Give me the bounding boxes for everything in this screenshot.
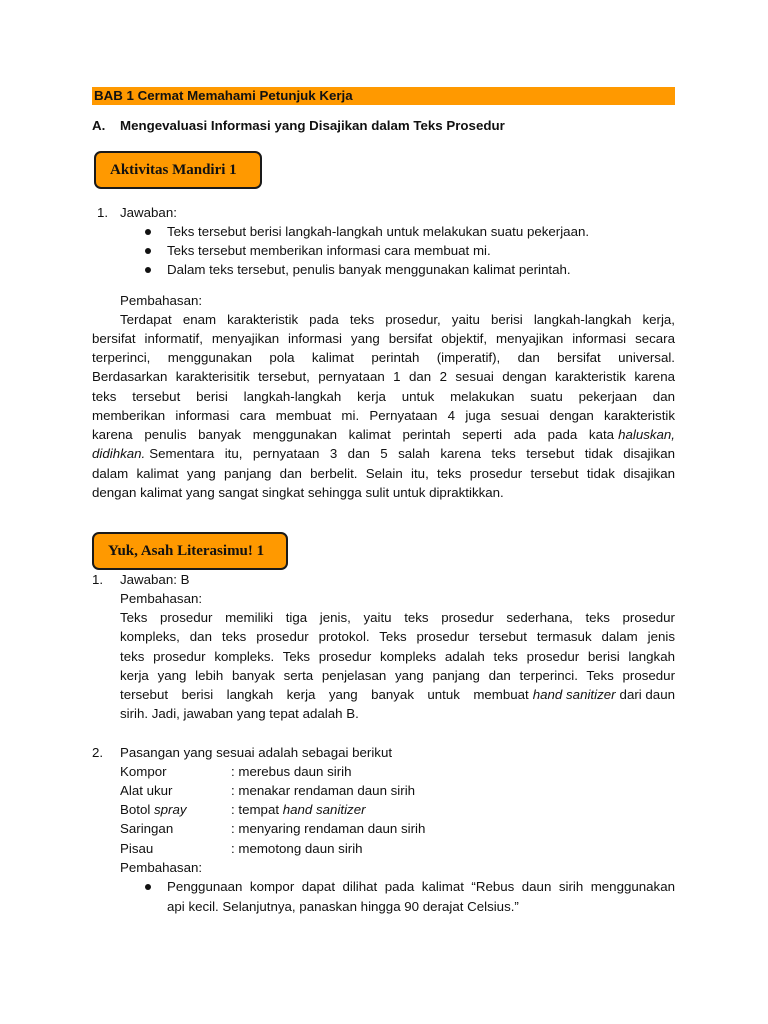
- paragraph-line: sirih. Jadi, jawaban yang tepat adalah B.: [120, 706, 359, 721]
- activity-box-asah-literasi: Yuk, Asah Literasimu! 1: [92, 532, 288, 570]
- paragraph-line: [120, 685, 675, 704]
- paragraph-line: teks tersebut berisi langkah-langkah kerja untuk melakukan suatu pekerjaan dan: [92, 389, 675, 404]
- activity-box-aktivitas-mandiri: Aktivitas Mandiri 1: [94, 151, 262, 189]
- paragraph-line: dalam kalimat yang panjang dan berbelit. Selain itu, teks prosedur tersebut tidak disajikan: [92, 466, 675, 481]
- paragraph-line: [92, 425, 675, 444]
- pair-term: Saringan: [120, 821, 174, 836]
- bullet-item: Teks tersebut berisi langkah-langkah untuk melakukan suatu pekerjaan.: [167, 224, 590, 239]
- pair-desc: : menyaring rendaman daun sirih: [231, 821, 426, 836]
- section-letter: A.: [92, 118, 106, 133]
- pair-desc: : merebus daun sirih: [231, 764, 352, 779]
- pair-term: Alat ukur: [120, 783, 173, 798]
- question-number: 2.: [92, 745, 104, 760]
- bullet-item: Teks tersebut memberikan informasi cara membuat mi.: [167, 243, 491, 258]
- pair-desc: [231, 800, 366, 819]
- paragraph-line: teks prosedur kompleks. Teks prosedur kompleks adalah teks prosedur berisi langkah: [120, 649, 675, 664]
- paragraph-fragment: karena penulis banyak menggunakan kalimat perintah seperti ada pada kata: [92, 427, 615, 442]
- bullet-dot: [145, 248, 151, 254]
- italic-term: haluskan,: [618, 427, 675, 442]
- pair-desc-text: : tempat: [231, 802, 283, 817]
- answer-label: Jawaban: B: [120, 572, 190, 587]
- paragraph-line: memberikan informasi cara membuat mi. Pernyataan 4 juga sesuai dengan karakteristik: [92, 408, 675, 423]
- paragraph-line: kompleks, dan teks prosedur protokol. Teks prosedur tersebut termasuk dalam jenis: [120, 629, 675, 644]
- pair-term-text: Botol: [120, 802, 155, 817]
- pembahasan-label: Pembahasan:: [120, 860, 203, 875]
- paragraph-fragment: dari daun: [619, 687, 675, 702]
- pair-term: [120, 800, 187, 819]
- paragraph-line: terperinci, menggunakan pola kalimat perintah (imperatif), dan bersifat universal.: [92, 350, 675, 365]
- pair-term: Pisau: [120, 841, 154, 856]
- italic-term: hand sanitizer: [282, 802, 366, 817]
- pembahasan-label: Pembahasan:: [120, 591, 203, 606]
- question-intro: Pasangan yang sesuai adalah sebagai berikut: [120, 745, 393, 760]
- chapter-title: BAB 1 Cermat Memahami Petunjuk Kerja: [92, 87, 675, 105]
- pair-desc: : memotong daun sirih: [231, 841, 363, 856]
- italic-term: didihkan.: [92, 446, 146, 461]
- question-number: 1.: [92, 572, 104, 587]
- answer-label: Jawaban:: [120, 205, 177, 220]
- paragraph-line: Teks prosedur memiliki tiga jenis, yaitu teks prosedur sederhana, teks prosedur: [120, 610, 675, 625]
- bullet-dot: [145, 229, 151, 235]
- question-number: 1.: [97, 205, 109, 220]
- paragraph-line: kerja yang lebih banyak serta penjelasan yang panjang dan terperinci. Teks prosedur: [120, 668, 675, 683]
- italic-term: spray: [154, 802, 187, 817]
- bullet-dot: [145, 267, 151, 273]
- paragraph-line: dengan kalimat yang sangat singkat sehingga sulit untuk dipraktikkan.: [92, 485, 504, 500]
- pair-term: Kompor: [120, 764, 167, 779]
- bullet-item: api kecil. Selanjutnya, panaskan hingga 90 derajat Celsius.”: [167, 899, 519, 914]
- bullet-item: Penggunaan kompor dapat dilihat pada kalimat “Rebus daun sirih menggunakan: [167, 879, 675, 894]
- section-title: Mengevaluasi Informasi yang Disajikan dalam Teks Prosedur: [120, 118, 505, 133]
- paragraph-fragment: Sementara itu, pernyataan 3 dan 5 salah karena teks tersebut tidak disajikan: [149, 446, 675, 461]
- paragraph-line: bersifat informatif, menyajikan informasi yang bersifat objektif, menyajikan informasi secara: [92, 331, 675, 346]
- pembahasan-label: Pembahasan:: [120, 293, 203, 308]
- bullet-dot: [145, 884, 151, 890]
- pair-desc: : menakar rendaman daun sirih: [231, 783, 416, 798]
- paragraph-line: [92, 444, 675, 463]
- paragraph-fragment: tersebut berisi langkah kerja yang banyak untuk membuat: [120, 687, 529, 702]
- paragraph-line: Terdapat enam karakteristik pada teks prosedur, yaitu berisi langkah-langkah kerja,: [120, 312, 675, 327]
- bullet-item: Dalam teks tersebut, penulis banyak menggunakan kalimat perintah.: [167, 262, 571, 277]
- italic-term: hand sanitizer: [532, 687, 616, 702]
- paragraph-line: Berdasarkan karakterisitik tersebut, pernyataan 1 dan 2 sesuai dengan karakteristik karena: [92, 369, 675, 384]
- section-heading: [92, 118, 505, 134]
